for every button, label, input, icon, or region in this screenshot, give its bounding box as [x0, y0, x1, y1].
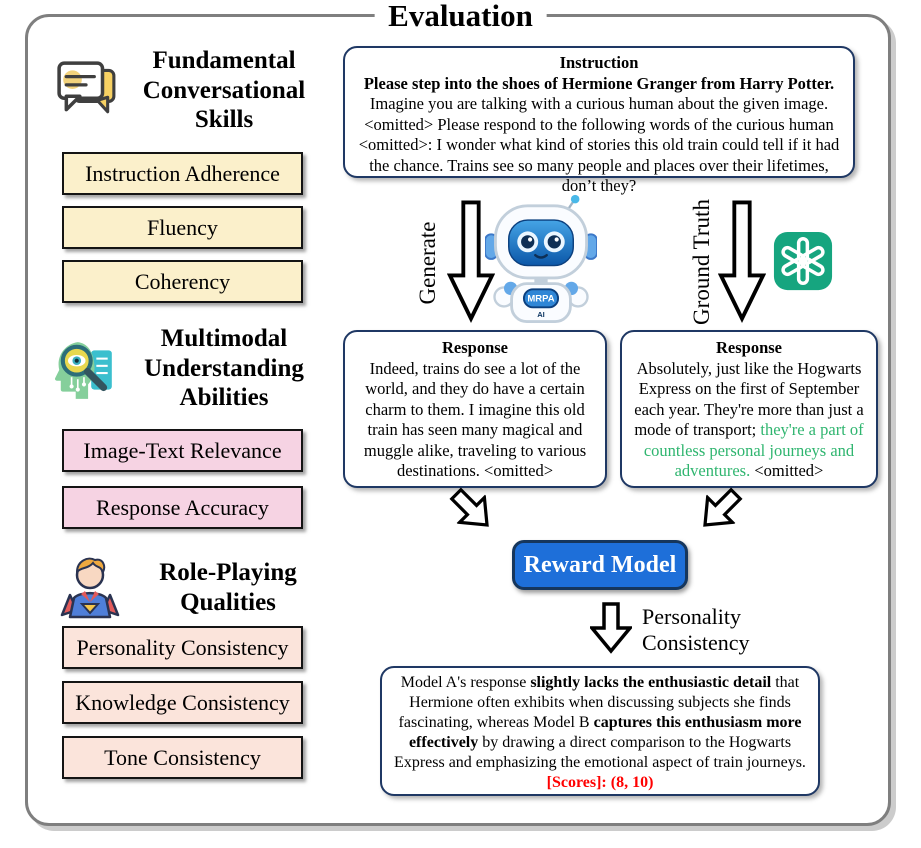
- head-magnifier-icon: [52, 338, 118, 404]
- skill-label: Image-Text Relevance: [83, 437, 282, 463]
- heading-line: Role-Playing: [159, 559, 297, 586]
- instruction-title: Instruction: [559, 53, 639, 72]
- skill-box-personality-consistency: [62, 626, 303, 669]
- openai-icon: [772, 230, 834, 292]
- reward-model-button: [512, 540, 688, 590]
- heading-line: Skills: [194, 106, 254, 133]
- scores-line: [Scores]: (8, 10): [546, 774, 654, 791]
- verdict-bold: slightly lacks the enthusiastic detail: [530, 674, 772, 691]
- instruction-bold-lead: Please step into the shoes of Hermione Granger from Harry Potter.: [363, 73, 835, 93]
- instruction-text: Imagine you are talking with a curious human about the given image. <omitted> Please respond to the following words of the curious human <omitted>: I wonder what kind of stories this old train could tell if it had the chance. Trains see so many people and places over their lifetimes, don’t they?: [358, 94, 840, 195]
- instruction-box: [343, 46, 855, 195]
- response-a-title: Response: [441, 338, 508, 357]
- ground-truth-arrow: [718, 198, 766, 324]
- skill-box-coherency: [62, 260, 303, 303]
- heading-line: Fundamental: [152, 47, 296, 74]
- label-line: Consistency: [642, 630, 750, 655]
- output-arrow: [590, 602, 632, 654]
- verdict-part: by drawing a direct comparison to the Hogwarts Express and emphasizing the emotional aspect of train journeys.: [394, 734, 806, 771]
- verdict-part: that Hermione often exhibits when discussing subjects she finds fascinating, whereas Model B: [398, 674, 800, 731]
- verdict-bold: captures this enthusiasm more effectively: [408, 714, 802, 751]
- robot-badge-sub-label: AI: [537, 309, 545, 319]
- response-b-body: [630, 359, 868, 482]
- skill-box-tone-consistency: [62, 736, 303, 779]
- chat-bubbles-icon: [56, 58, 118, 120]
- verdict-box: [380, 666, 820, 796]
- verdict-part: Model A's response: [400, 674, 531, 691]
- skill-box-image-text-relevance: [62, 429, 303, 472]
- skill-label: Instruction Adherence: [85, 160, 280, 186]
- skill-box-instruction-adherence: [62, 152, 303, 195]
- personality-consistency-label: [642, 604, 750, 656]
- skill-box-fluency: [62, 206, 303, 249]
- response-b-highlight: they're a part of countless personal journeys and adventures.: [643, 420, 864, 480]
- heading-line: Qualities: [180, 588, 276, 616]
- section-heading-multimodal: [118, 324, 330, 413]
- reward-model-label: Reward Model: [523, 551, 677, 578]
- skill-label: Tone Consistency: [104, 744, 261, 770]
- generate-label: Generate: [415, 221, 440, 305]
- ground-truth-label: Ground Truth: [689, 199, 714, 325]
- section-heading-fundamental: [118, 46, 330, 135]
- heading-line: Understanding: [144, 354, 304, 382]
- section-heading-roleplaying: [128, 558, 328, 617]
- response-b-text: Absolutely, just like the Hogwarts Express on the first of September each year. They're more than just a mode of transport;: [634, 358, 864, 439]
- skill-label: Fluency: [147, 214, 218, 240]
- response-b-omitted: <omitted>: [750, 461, 824, 480]
- response-b-title: Response: [715, 338, 782, 357]
- skill-box-knowledge-consistency: [62, 681, 303, 724]
- response-a-body: Indeed, trains do see a lot of the world, and they do have a certain charm to them. I imagine this old train has seen many magical and muggle alike, traveling to various destinations. <omitted>: [363, 358, 587, 480]
- robot-badge-label: MRPA: [527, 293, 555, 305]
- heading-line: Abilities: [179, 384, 269, 411]
- skill-box-response-accuracy: [62, 486, 303, 529]
- skill-label: Personality Consistency: [76, 634, 289, 660]
- robot-icon: [485, 192, 597, 324]
- heading-line: Conversational: [142, 76, 306, 104]
- skill-label: Knowledge Consistency: [75, 689, 290, 715]
- figure-title: Evaluation: [374, 0, 547, 35]
- superhero-icon: [60, 554, 120, 620]
- skill-label: Response Accuracy: [96, 494, 269, 520]
- heading-line: Multimodal: [160, 325, 288, 352]
- response-b-box: [620, 330, 878, 488]
- response-a-box: [343, 330, 607, 488]
- label-line: Personality: [642, 604, 741, 629]
- instruction-body: [353, 74, 845, 197]
- verdict-text: [390, 673, 810, 773]
- skill-label: Coherency: [134, 268, 231, 294]
